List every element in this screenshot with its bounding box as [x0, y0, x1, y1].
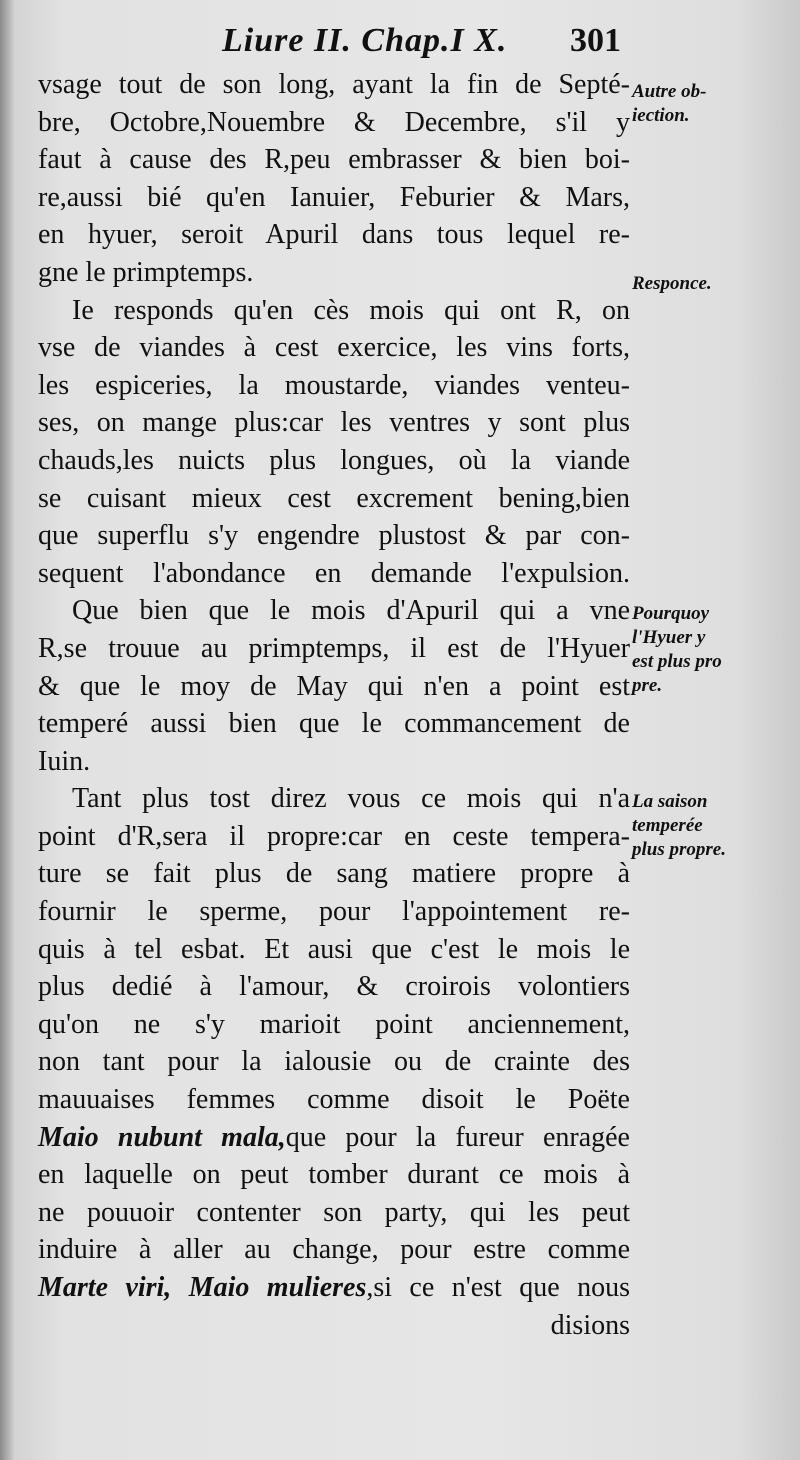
text-line: R,se trouue au primptemps, il est de l'Hyuer	[38, 632, 630, 664]
text-line: qu'on ne s'y marioit point anciennement,	[38, 1008, 630, 1040]
text-line: temperé aussi bien que le commancement de	[38, 708, 630, 740]
text-line: vse de viandes à cest exercice, les vins forts,	[38, 332, 630, 364]
margin-note-line: l'Hyuer y	[632, 627, 706, 648]
margin-note-line: Pourquoy	[632, 603, 710, 624]
margin-note-line: temperée	[632, 815, 703, 836]
text-fragment: ,si ce n'est que nous	[366, 1272, 630, 1303]
text-line: point d'R,sera il propre:car en ceste tempera-	[38, 820, 630, 852]
margin-note-line: iection.	[632, 105, 690, 126]
margin-note-line: plus propre.	[632, 839, 726, 860]
margin-note-line: est plus pro	[632, 651, 722, 672]
text-fragment: que pour la fureur enragée	[285, 1121, 630, 1153]
margin-notes	[632, 0, 797, 1460]
margin-note	[632, 80, 797, 128]
text-line	[38, 1119, 630, 1157]
text-line: plus dedié à l'amour, & croirois volontiers	[38, 971, 630, 1003]
body-text	[38, 66, 630, 1344]
text-line: ses, on mange plus:car les ventres y sont plus	[38, 407, 630, 439]
text-line: fournir le sperme, pour l'appointement re-	[38, 896, 630, 928]
text-line: quis à tel esbat. Et ausi que c'est le mois le	[38, 933, 630, 965]
text-line: vsage tout de son long, ayant la fin de Septé-	[38, 69, 630, 100]
margin-note-line: La saison	[632, 791, 708, 812]
text-line: re,aussi bié qu'en Ianuier, Feburier & Mars,	[38, 181, 630, 213]
text-line: se cuisant mieux cest excrement bening,bien	[38, 482, 630, 514]
margin-note-line: Autre ob-	[632, 81, 707, 102]
text-line: & que le moy de May qui n'en a point est	[38, 670, 630, 702]
catchword: disions	[550, 1309, 630, 1341]
text-line: les espiceries, la moustarde, viandes venteu-	[38, 369, 630, 401]
margin-note-line: Responce.	[632, 273, 712, 294]
running-head: Liure II. Chap.I X.	[222, 22, 508, 59]
text-line: en laquelle on peut tomber durant ce mois à	[38, 1159, 630, 1191]
text-line: mauuaises femmes comme disoit le Poëte	[38, 1084, 630, 1116]
text-line: Iuin.	[38, 745, 91, 777]
text-line: bre, Octobre,Nouembre & Decembre, s'il y	[38, 106, 630, 138]
page-number: 301	[570, 22, 621, 59]
text-line: Tant plus tost direz vous ce mois qui n'a	[72, 783, 630, 815]
text-line: en hyuer, seroit Apuril dans tous lequel re-	[38, 219, 630, 251]
text-line: ne pouuoir contenter son party, qui les peut	[38, 1196, 630, 1228]
text-line: ture se fait plus de sang matiere propre à	[38, 858, 630, 890]
text-line: que superflu s'y engendre plustost & par con-	[38, 520, 630, 552]
text-line: induire à aller au change, pour estre comme	[38, 1234, 630, 1266]
page-shadow-edge	[0, 0, 14, 1460]
text-line: sequent l'abondance en demande l'expulsion.	[38, 557, 630, 589]
text-line: gne le primptemps.	[38, 256, 254, 288]
text-line: non tant pour la ialousie ou de crainte des	[38, 1046, 630, 1078]
margin-note	[632, 272, 797, 296]
text-line: Que bien que le mois d'Apuril qui a vne	[72, 595, 630, 627]
margin-note	[632, 602, 797, 698]
text-line	[38, 1269, 630, 1307]
latin-quote: Maio nubunt mala,	[38, 1121, 286, 1153]
text-line: chauds,les nuicts plus longues, où la viande	[38, 444, 630, 476]
text-line: Ie responds qu'en cès mois qui ont R, on	[72, 294, 630, 326]
latin-quote: Marte viri, Maio mulieres	[38, 1272, 367, 1303]
margin-note-line: pre.	[632, 675, 663, 696]
text-line: faut à cause des R,peu embrasser & bien boi-	[38, 144, 630, 176]
margin-note	[632, 790, 797, 862]
